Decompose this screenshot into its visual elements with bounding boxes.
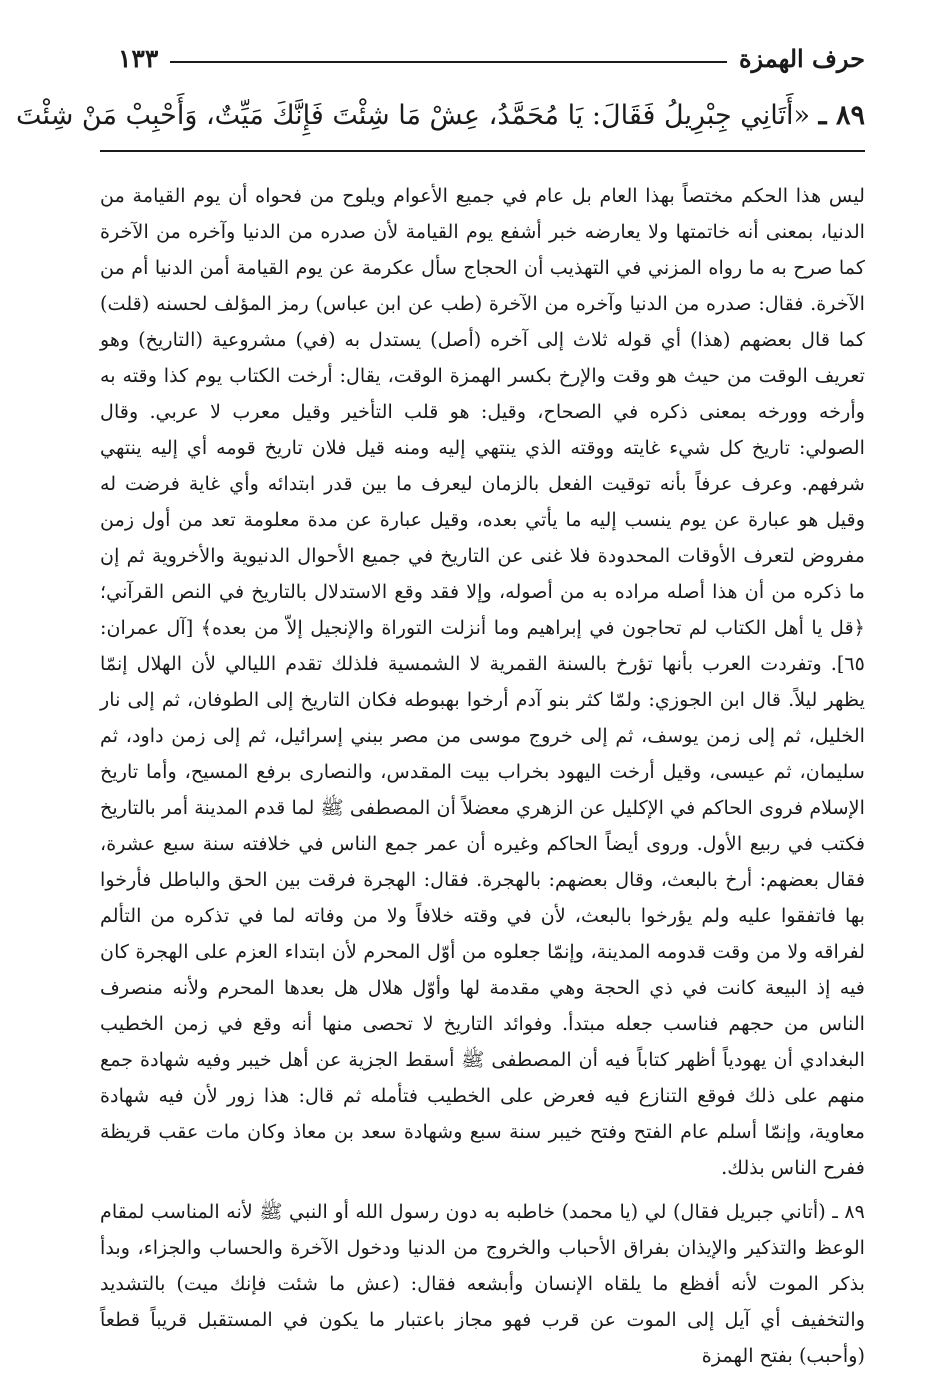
hadith-divider (100, 150, 865, 152)
commentary-paragraph: ٨٩ ـ (أتاني جبريل فقال) لي (يا محمد) خاطبه به دون رسول الله أو النبي ﷺ لأنه المناسب لمقام الوعظ والتذكير والإيذان بفراق الأحباب والخروج من الدنيا ودخول الآخرة والحساب والجزاء، وبدأ بذكر الموت لأنه أفظع ما يلقاه الإنسان وأبشعه فقال: (عش ما شئت فإنك ميت) بالتشديد والتخفيف أي آيل إلى الموت عن قرب فهو مجاز باعتبار ما يكون في المستقبل قريباً قطعاً (وأحبب) بفتح الهمزة (100, 1200, 865, 1367)
hadith-body: «أَتَانِي جِبْرِيلُ فَقَالَ: يَا مُحَمَّدُ، عِشْ مَا شِئْتَ فَإِنَّكَ مَيِّتٌ، وَأَحْبِبْ مَنْ شِئْتَ (16, 100, 811, 131)
commentary (100, 178, 865, 1374)
hadith-text (16, 96, 865, 136)
chapter-title: حرف الهمزة (738, 43, 865, 73)
commentary-paragraph: ليس هذا الحكم مختصاً بهذا العام بل عام في جميع الأعوام ويلوح من فحواه أن يوم القيامة من الدنيا، بمعنى أنه خاتمتها ولا يعارضه خبر أشفع يوم القيامة لأن صدره من الدنيا وآخره من الآخرة كما صرح به ما رواه المزني في التهذيب أن الحجاج سأل عكرمة عن يوم القيامة أمن الدنيا أم من الآخرة. فقال: صدره من الدنيا وآخره من الآخرة (طب عن ابن عباس) رمز المؤلف لحسنه (قلت) كما قال بعضهم (هذا) أي قوله ثلاث إلى آخره (أصل) يستدل به (في) مشروعية (التاريخ) وهو تعريف الوقت من حيث هو وقت والإرخ بكسر الهمزة الوقت، يقال: أرخت الكتاب يوم كذا وقته به وأرخه وورخه بمعنى ذكره في الصحاح، وقيل: هو قلب التأخير وقيل معرب لا عربي. وقال الصولي: تاريخ كل شيء غايته ووقته الذي ينتهي إليه ومنه قيل فلان تاريخ قومه أي إليه ينتهي شرفهم. وعرف عرفاً بأنه توقيت الفعل بالزمان ليعرف ما بين قدر ابتدائه وأي غاية فرضت له وقيل هو عبارة عن يوم ينسب إليه ما يأتي بعده، وقيل عبارة عن مدة معلومة تعد من أول زمن مفروض لتعرف الأوقات المحدودة فلا غنى عن التاريخ في جميع الأحوال الدنيوية والأخروية ثم إن ما ذكره من أن هذا أصله مراده به من أصوله، وإلا فقد وقع الاستدلال بالتاريخ في النص القرآني؛ ﴿قل يا أهل الكتاب لم تحاجون في إبراهيم وما أنزلت التوراة والإنجيل إلاّ من بعده﴾ [آل عمران: ٦٥]. وتفردت العرب بأنها تؤرخ بالسنة القمرية لا الشمسية فلذلك تقدم الليالي لأن الهلال إنمّا يظهر ليلاً. قال ابن الجوزي: ولمّا كثر بنو آدم أرخوا بهبوطه فكان التاريخ إلى الطوفان، ثم إلى نار الخليل، ثم إلى زمن يوسف، ثم إلى خروج موسى من مصر ببني إسرائيل، ثم إلى زمن داود، ثم سليمان، ثم عيسى، وقيل أرخت اليهود بخراب بيت المقدس، والنصارى برفع المسيح، وأما تاريخ الإسلام فروى الحاكم في الإكليل عن الزهري معضلاً أن المصطفى ﷺ لما قدم المدينة أمر بالتاريخ فكتب في ربيع الأول. وروى أيضاً الحاكم وغيره أن عمر جمع الناس في خلافته سنة سبع عشرة، فقال بعضهم: أرخ بالبعث، وقال بعضهم: بالهجرة. فقال: الهجرة فرقت بين الحق والباطل فأرخوا بها فاتفقوا عليه ولم يؤرخوا بالبعث، لأن في وقته خلافاً ولا من وفاته لما في تذكره من التألم لفراقه ولا من وقت قدومه المدينة، وإنمّا جعلوه من أوّل المحرم لأن ابتداء العزم على الهجرة كان فيه إذ البيعة كانت في ذي الحجة وهي مقدمة لها وأوّل هلال هل بعدها المحرم ولأنه منصرف الناس من حجهم فناسب جعله مبتدأ. وفوائد التاريخ لا تحصى منها أنه وقع في زمن الخطيب البغدادي أن يهودياً أظهر كتاباً فيه أن المصطفى ﷺ أسقط الجزية عن أهل خيبر وفيه شهادة جمع منهم على ذلك فوقع التنازع فيه فعرض على الخطيب فتأمله ثم قال: هذا زور لأن فيه شهادة معاوية، وإنمّا أسلم عام الفتح وفتح خيبر سنة سبع وشهادة سعد بن معاذ وكان مات عقب قريظة ففرح الناس بذلك. (100, 184, 865, 1179)
page-number: ١٣٣ (118, 43, 159, 73)
running-header (118, 40, 865, 76)
header-rule (170, 61, 727, 63)
hadith-number: ٨٩ ـ (818, 100, 865, 131)
